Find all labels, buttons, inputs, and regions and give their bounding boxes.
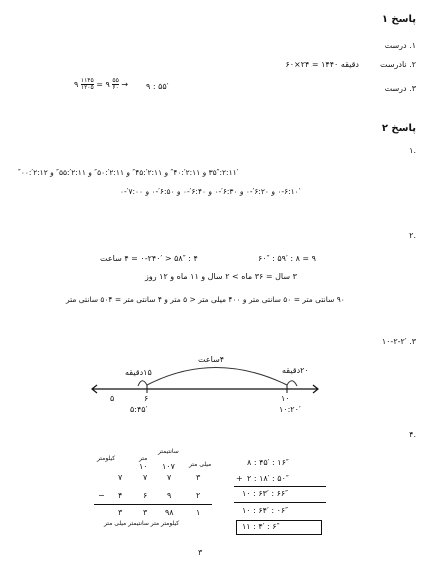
arc-15-minutes xyxy=(138,381,147,386)
arrow-icon: → xyxy=(121,80,129,89)
big-fraction-num: ۱۱۴۵ xyxy=(80,77,94,84)
answer1-item2: ۲. نادرست xyxy=(379,60,416,69)
part2-line2: ۳ سال = ۳۶ ماه > ۲ سال و ۱۱ ماه و ۱۲ روز xyxy=(145,272,297,281)
part1-line2: ۶:۱۰′-۰ و ۶:۲۰′-۰ و ۶:۳۰′-۰ و ۶:۴۰′-۰ و ۶:۵۰′-۰ و ۷:۰۰′-۰ xyxy=(120,187,301,196)
answer1-item1: ۱. درست xyxy=(384,41,416,50)
left-calc-r1-c4: ۳ xyxy=(196,473,201,482)
right-calc-row1: ۸ : ۴۵′ : ۱۶″ xyxy=(247,458,289,467)
right-calc-row3: ۱۰ : ۶۳′ : ۶۶″ xyxy=(242,489,289,498)
part4-label: ۴. xyxy=(409,430,416,439)
answer1-item2-work: دقیقه ۱۴۴۰ = ۲۴×۶۰ xyxy=(285,60,359,69)
left-calc-res-c4: ۱ xyxy=(196,508,201,517)
left-calc-carry-1: ۱۰ xyxy=(139,462,148,471)
right-calc-row4: ۱۰ : ۶۴′ : ۰۶″ xyxy=(242,506,289,515)
left-calc-res-c2: ۳ xyxy=(143,508,148,517)
right-calc-rule-2 xyxy=(234,502,326,503)
left-calc-rule xyxy=(94,504,212,505)
right-calc-row5: ۱۱ : ۴′ : ۶″ xyxy=(242,522,280,531)
nl-right-label: ۲۰دقیقه xyxy=(282,366,309,375)
big-fraction-den: ۱۲۰۵ xyxy=(80,84,94,91)
answer2-heading: پاسخ ۲ xyxy=(381,123,416,134)
nl-bottom-right: ۱۰:۲۰′ xyxy=(279,405,301,414)
left-calc-unit-m: متر xyxy=(139,455,148,462)
nl-tick-6: ۶ xyxy=(144,394,149,403)
left-calc-r1-c3: ۷ xyxy=(167,473,172,482)
answer1-item3: ۳. درست xyxy=(384,84,416,93)
part2-label: ۲. xyxy=(409,231,416,240)
part3-value: ۲-۲′-۱۰ xyxy=(381,337,407,346)
left-calc-r2-c1: ۴ xyxy=(118,491,123,500)
arc-20-minutes xyxy=(287,381,297,386)
left-calc-unit-mm: میلی متر xyxy=(189,461,212,468)
nl-tick-5: ۵ xyxy=(110,394,115,403)
left-calc-unit-km: کیلومتر xyxy=(97,455,116,462)
right-calc-plus: + xyxy=(236,474,243,483)
left-calc-r2-c4: ۲ xyxy=(196,491,201,500)
answer1-heading: پاسخ ۱ xyxy=(381,14,416,25)
item3-lead: ۹ xyxy=(74,80,79,89)
left-calc-res-c1: ۳ xyxy=(118,508,123,517)
answer1-item3-time: ۹ : ۵۵′ xyxy=(146,82,169,91)
part3-label: ۳. xyxy=(409,337,416,346)
part2-line1-right: ۹ = ۸ : ۵۹′ : ۶۰″ xyxy=(258,254,316,263)
part2-line3: ۹۰ سانتی متر = ۵۰ سانتی متر و ۴۰۰ میلی متر < ۵ متر و ۴ سانتی متر = ۵۰۴ سانتی متر xyxy=(66,295,345,304)
nl-left-label: ۱۵دقیقه xyxy=(125,368,152,377)
page-number: ۳ xyxy=(198,548,203,557)
nl-top-label: ۴ساعت xyxy=(198,355,225,364)
arc-4-hours xyxy=(147,368,287,386)
left-calc-unit-cm: سانتیمتر xyxy=(158,448,179,455)
part1-line1: ۲:۱۱′:۳۵″ و ۲:۱۱′:۴۰″ و ۲:۱۱′:۴۵″ و ۲:۱۱′:۵۰″ و ۲:۱۱′:۵۵″ و ۲:۱۲′:۰۰″ xyxy=(18,168,239,177)
part2-line1-left: ۴ : ۵۸″ < ۲۴۰′-۰ = ۴ ساعت xyxy=(100,254,198,263)
nl-tick-10: ۱۰ xyxy=(281,394,290,403)
right-calc-row2: ۲ : ۱۸′ : ۵۰″ xyxy=(247,474,289,483)
right-calc-rule xyxy=(234,486,326,487)
left-calc-r1-c2: ۷ xyxy=(143,473,148,482)
left-calc-r1-c1: ۷ xyxy=(118,473,123,482)
nl-bottom-left: ۵:۴۵′ xyxy=(130,405,148,414)
left-calc-carry-2: ۱۰۷ xyxy=(162,462,175,471)
left-calc-minus: − xyxy=(98,491,105,500)
left-calc-r2-c2: ۶ xyxy=(143,491,148,500)
left-calc-r2-c3: ۹ xyxy=(167,491,172,500)
small-fraction-num: ۵۵ xyxy=(112,77,119,84)
left-calc-res-c3: ۹۸ xyxy=(165,508,174,517)
left-calc-footer-units: کیلومتر متر سانتیمتر میلی متر xyxy=(104,520,180,527)
item3-equals: = ۹ xyxy=(96,80,110,89)
part1-label: ۱. xyxy=(409,146,416,155)
small-fraction-den: ۶۰ xyxy=(112,84,119,91)
